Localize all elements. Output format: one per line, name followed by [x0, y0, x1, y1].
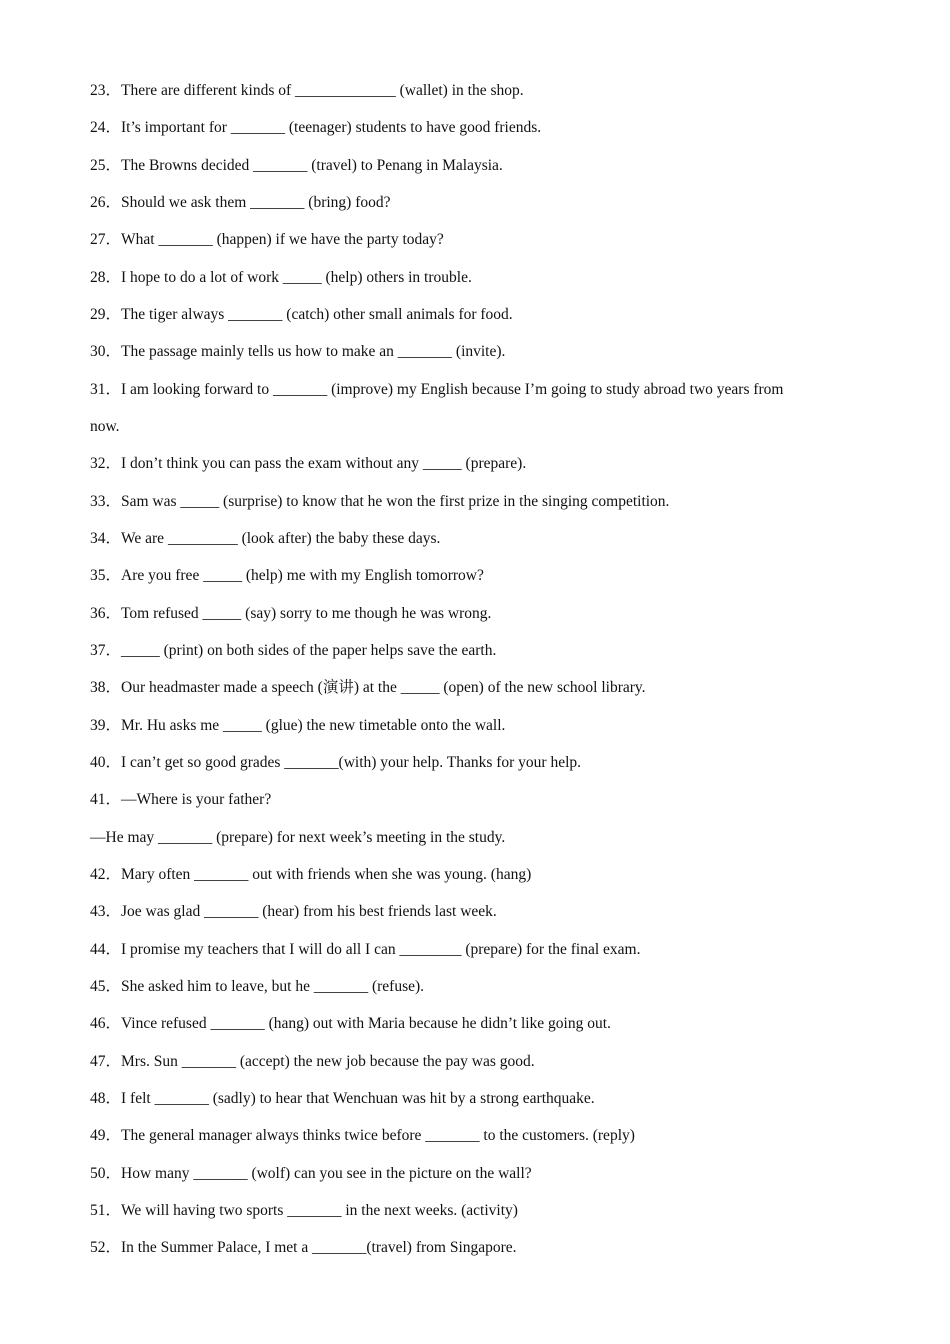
question-44: 44．I promise my teachers that I will do all I can ________ (prepare) for the final exam.: [90, 941, 641, 958]
question-24: 24．It’s important for _______ (teenager) students to have good friends.: [90, 119, 542, 136]
question-43: 43．Joe was glad _______ (hear) from his best friends last week.: [90, 903, 497, 920]
question-52: 52．In the Summer Palace, I met a _______(travel) from Singapore.: [90, 1239, 517, 1256]
question-48: 48．I felt _______ (sadly) to hear that Wenchuan was hit by a strong earthquake.: [90, 1090, 595, 1107]
question-37: 37．_____ (print) on both sides of the paper helps save the earth.: [90, 642, 497, 659]
question-23: 23．There are different kinds of _____________ (wallet) in the shop.: [90, 82, 524, 99]
question-30: 30．The passage mainly tells us how to make an _______ (invite).: [90, 343, 506, 360]
question-33: 33．Sam was _____ (surprise) to know that he won the first prize in the singing competition.: [90, 493, 670, 510]
question-35: 35．Are you free _____ (help) me with my English tomorrow?: [90, 567, 484, 584]
question-26: 26．Should we ask them _______ (bring) food?: [90, 194, 391, 211]
question-38: 38．Our headmaster made a speech (演讲) at the _____ (open) of the new school library.: [90, 679, 646, 696]
question-41-answer: —He may _______ (prepare) for next week’s meeting in the study.: [90, 829, 506, 846]
question-42: 42．Mary often _______ out with friends when she was young. (hang): [90, 866, 532, 883]
question-46: 46．Vince refused _______ (hang) out with Maria because he didn’t like going out.: [90, 1015, 611, 1032]
question-41: 41．—Where is your father?: [90, 791, 272, 808]
question-34: 34．We are _________ (look after) the baby these days.: [90, 530, 441, 547]
question-32: 32．I don’t think you can pass the exam without any _____ (prepare).: [90, 455, 527, 472]
question-36: 36．Tom refused _____ (say) sorry to me though he was wrong.: [90, 605, 492, 622]
question-49: 49．The general manager always thinks twice before _______ to the customers. (reply): [90, 1127, 635, 1144]
question-29: 29．The tiger always _______ (catch) other small animals for food.: [90, 306, 513, 323]
question-31-continued: now.: [90, 418, 120, 435]
question-45: 45．She asked him to leave, but he _______ (refuse).: [90, 978, 425, 995]
question-50: 50．How many _______ (wolf) can you see in the picture on the wall?: [90, 1165, 532, 1182]
question-27: 27．What _______ (happen) if we have the party today?: [90, 231, 444, 248]
question-28: 28．I hope to do a lot of work _____ (help) others in trouble.: [90, 269, 472, 286]
question-31: 31．I am looking forward to _______ (improve) my English because I’m going to study abroad two years from: [90, 381, 784, 398]
question-40: 40．I can’t get so good grades _______(with) your help. Thanks for your help.: [90, 754, 582, 771]
question-39: 39．Mr. Hu asks me _____ (glue) the new timetable onto the wall.: [90, 717, 506, 734]
question-25: 25．The Browns decided _______ (travel) to Penang in Malaysia.: [90, 157, 503, 174]
question-51: 51．We will having two sports _______ in the next weeks. (activity): [90, 1202, 518, 1219]
question-47: 47．Mrs. Sun _______ (accept) the new job because the pay was good.: [90, 1053, 535, 1070]
